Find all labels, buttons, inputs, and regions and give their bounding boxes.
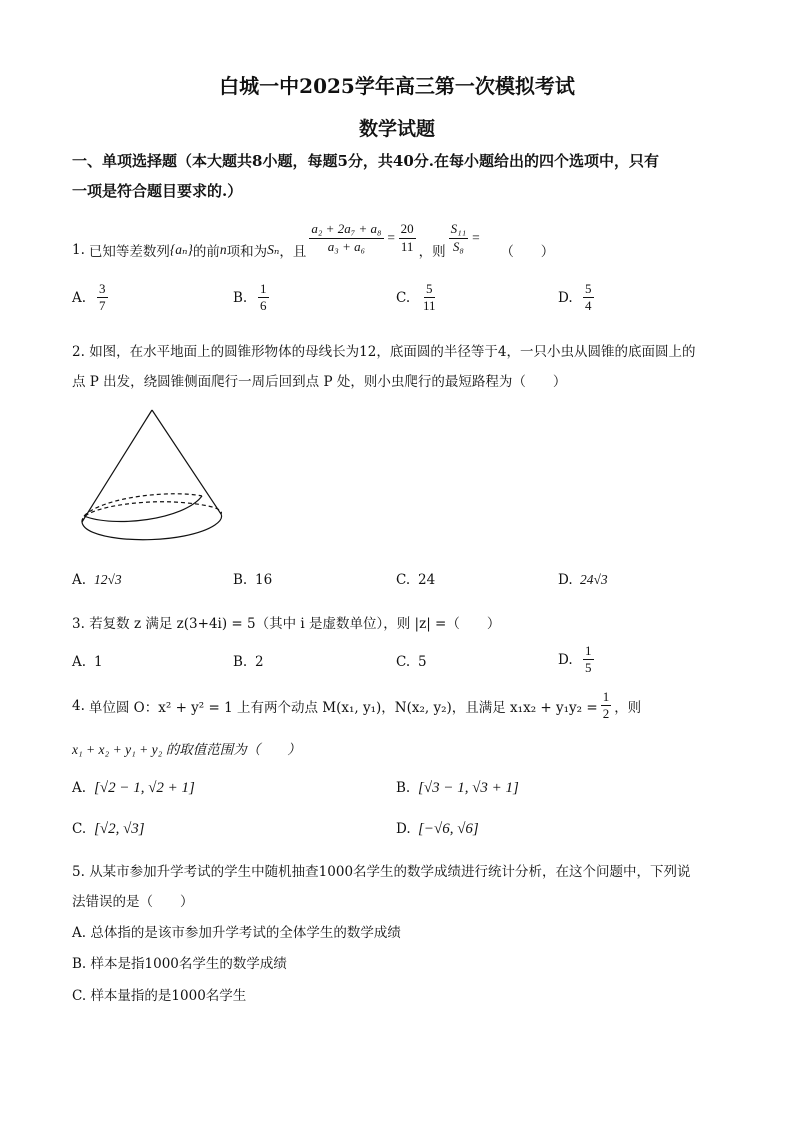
q1-option-b[interactable]: [233, 282, 272, 314]
option-text: [√3 − 1, √3 + 1]: [418, 780, 519, 796]
q1-ratio: [449, 222, 469, 254]
option-label: A.: [72, 780, 87, 796]
option-text: [√2, √3]: [94, 821, 145, 837]
q1-ratio-denominator: S₈: [452, 238, 464, 254]
q2-option-d[interactable]: [558, 572, 608, 588]
q3-option-c[interactable]: [396, 654, 427, 670]
q5-line1: 从某市参加升学考试的学生中随机抽查1000名学生的数学成绩进行统计分析，在这个问题中，下列说: [89, 864, 691, 880]
q1-n: n: [219, 242, 227, 257]
q1-value: [399, 222, 416, 254]
q3-option-a[interactable]: [72, 654, 103, 670]
option-label: D.: [396, 821, 411, 837]
option-text: [√2 − 1, √2 + 1]: [94, 780, 195, 796]
option-text: 1: [94, 654, 103, 670]
q4-option-b[interactable]: [396, 780, 519, 797]
option-fraction: [97, 282, 108, 314]
q4-line2: x₁ + x₂ + y₁ + y₂ 的取值范围为（ ）: [72, 742, 301, 757]
option-label: B.: [72, 956, 87, 972]
section-heading-line1: 一、单项选择题（本大题共8小题，每题5分，共40分.在每小题给出的四个选项中，只有: [72, 152, 659, 170]
question-number: 5.: [72, 864, 85, 880]
section-heading-line2: 一项是符合题目要求的.）: [72, 182, 243, 200]
option-denominator: 11: [423, 298, 436, 314]
q4-line1: 单位圆 O：x² + y² = 1 上有两个动点 M(x₁, y₁)，N(x₂, y₂)，且满足 x₁x₂ + y₁y₂ =: [88, 699, 598, 716]
question-2: [72, 340, 695, 360]
answer-blank: （ ）: [500, 244, 555, 260]
q1-option-a[interactable]: [72, 282, 111, 314]
option-text: 5: [418, 654, 427, 670]
q2-option-b[interactable]: [233, 572, 272, 588]
option-text: 24: [418, 572, 436, 588]
q4-option-c[interactable]: [72, 821, 145, 838]
q1-text-a: 已知等差数列: [88, 244, 170, 260]
question-number: 1.: [72, 242, 85, 258]
option-text: 总体指的是该市参加升学考试的全体学生的数学成绩: [90, 925, 401, 941]
question-3: [72, 612, 500, 632]
q1-text-e: ，则: [418, 244, 446, 260]
q1-option-c[interactable]: [396, 282, 441, 314]
q1-ratio-numerator: S₁₁: [449, 222, 469, 238]
q3-option-d[interactable]: [558, 644, 597, 676]
option-numerator: 3: [97, 282, 108, 298]
exam-title: 白城一中2025学年高三第一次模拟考试: [219, 74, 575, 98]
option-denominator: 7: [99, 298, 106, 314]
q1-option-d[interactable]: [558, 282, 597, 314]
q1-text-c: 项和为: [226, 244, 268, 260]
option-label: D.: [558, 651, 573, 668]
q2-option-c[interactable]: [396, 572, 435, 588]
q4-option-d[interactable]: [396, 821, 479, 838]
option-fraction: [258, 282, 269, 314]
option-label: B.: [233, 289, 248, 306]
q1-text-b: 的前: [192, 244, 220, 260]
q1-fraction-denominator: a₃ + a₆: [327, 238, 366, 254]
option-label: C.: [72, 988, 87, 1004]
option-text: 12√3: [94, 572, 122, 587]
q4-half: [601, 690, 612, 722]
option-text: 样本量指的是1000名学生: [90, 988, 247, 1004]
option-text: 样本是指1000名学生的数学成绩: [90, 956, 287, 972]
option-label: B.: [396, 780, 411, 796]
cone-figure: [74, 404, 230, 548]
option-label: C.: [396, 572, 411, 588]
question-1: [72, 215, 554, 285]
q4-line1-end: ，则: [614, 699, 642, 716]
q4-half-denominator: 2: [602, 706, 610, 722]
exam-subtitle: 数学试题: [358, 118, 435, 140]
q1-sum: Sₙ: [267, 242, 280, 257]
option-label: B.: [233, 654, 248, 670]
option-denominator: 5: [585, 660, 592, 676]
option-numerator: 5: [424, 282, 435, 298]
option-label: D.: [558, 289, 573, 306]
q1-ratio-equals: =: [471, 230, 481, 245]
q1-text-d: ，且: [279, 244, 307, 260]
q5-option-a[interactable]: [72, 921, 401, 941]
q1-fraction: [309, 222, 383, 254]
q2-option-a[interactable]: [72, 572, 122, 588]
option-fraction: [583, 282, 594, 314]
option-fraction: [421, 282, 438, 314]
q4-half-numerator: 1: [601, 690, 612, 706]
q3-text: 若复数 z 满足 z(3+4i) = 5（其中 i 是虚数单位），则 |z| =（ ）: [89, 616, 501, 632]
q1-fraction-numerator: a₂ + 2a₇ + a₈: [309, 222, 383, 238]
option-text: 24√3: [580, 572, 608, 587]
option-label: B.: [233, 572, 248, 588]
option-label: D.: [558, 572, 573, 588]
option-numerator: 1: [258, 282, 269, 298]
question-number: 2.: [72, 344, 85, 360]
question-5: [72, 860, 691, 880]
question-number: 4.: [72, 697, 85, 714]
option-label: C.: [72, 821, 87, 837]
question-number: 3.: [72, 616, 85, 632]
q2-line1: 如图，在水平地面上的圆锥形物体的母线长为12，底面圆的半径等于4，一只小虫从圆锥的底面圆上的: [89, 344, 696, 360]
option-label: A.: [72, 925, 87, 941]
q1-equals: =: [386, 230, 396, 245]
option-fraction: [583, 644, 594, 676]
q2-line2: 点 P 出发，绕圆锥侧面爬行一周后回到点 P 处，则小虫爬行的最短路程为（ ）: [72, 374, 567, 390]
option-label: C.: [396, 289, 411, 306]
option-numerator: 5: [583, 282, 594, 298]
q3-option-b[interactable]: [233, 654, 264, 670]
option-text: 16: [255, 572, 273, 588]
q4-option-a[interactable]: [72, 780, 195, 797]
option-label: C.: [396, 654, 411, 670]
option-text: 2: [255, 654, 264, 670]
question-4: [72, 690, 641, 722]
option-label: A.: [72, 654, 87, 670]
option-numerator: 1: [583, 644, 594, 660]
option-label: A.: [72, 289, 87, 306]
q5-option-b[interactable]: [72, 952, 287, 972]
option-label: A.: [72, 572, 87, 588]
option-text: [−√6, √6]: [418, 821, 479, 837]
option-denominator: 6: [260, 298, 267, 314]
q5-line2: 法错误的是（ ）: [72, 894, 194, 910]
q1-value-denominator: 11: [400, 238, 414, 254]
q5-option-c[interactable]: [72, 984, 246, 1004]
q1-sequence: {aₙ}: [169, 242, 193, 257]
option-denominator: 4: [585, 298, 592, 314]
q1-value-numerator: 20: [399, 222, 416, 238]
